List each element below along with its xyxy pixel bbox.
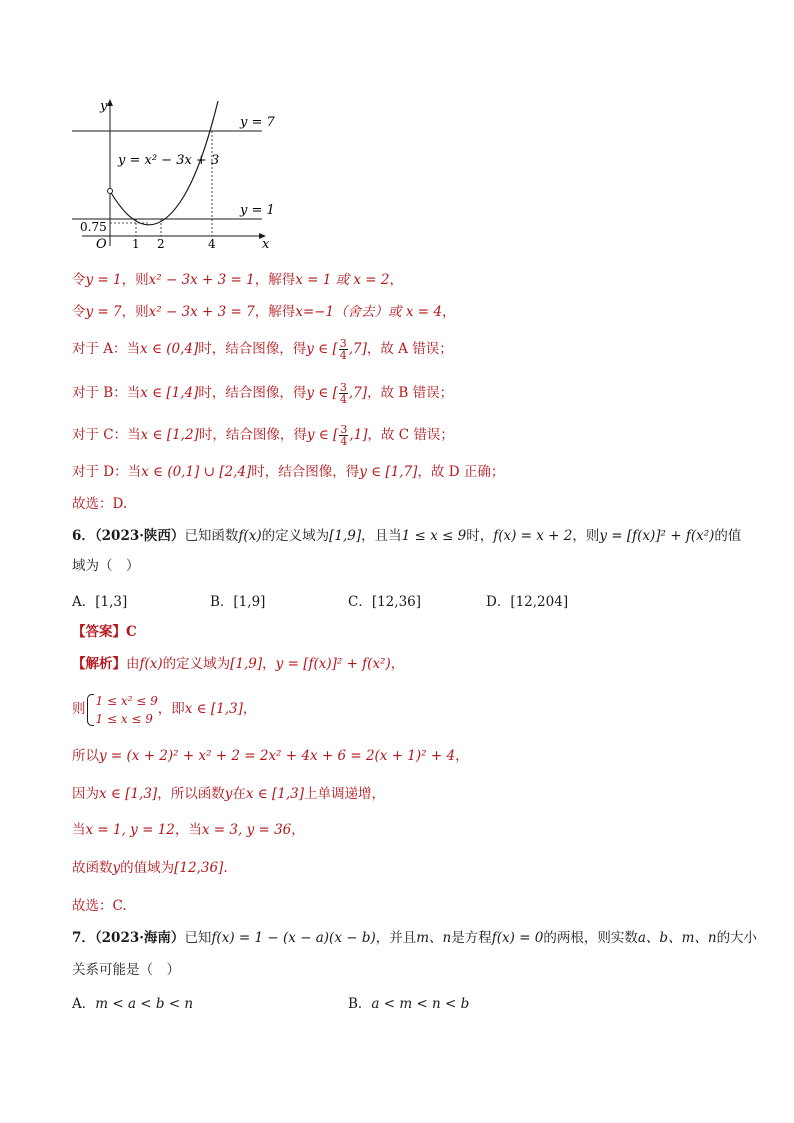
text: 故选：D. [72, 496, 128, 512]
text: 对于 A：当 [72, 341, 141, 357]
q6-option-b[interactable] [210, 590, 265, 610]
numerator: 3 [339, 381, 347, 394]
q6-option-d[interactable] [486, 590, 568, 610]
text: ，解得 [254, 304, 296, 320]
q6-analysis-5 [72, 820, 305, 840]
fraction [339, 382, 348, 405]
q6-final [72, 896, 127, 916]
line-top-label: y = 7 [240, 115, 275, 130]
text: 对于 C：当 [72, 427, 141, 443]
text: 则 [72, 701, 86, 717]
text: 因为 [72, 786, 99, 802]
q7-option-a[interactable] [72, 992, 193, 1012]
math: y ∈ [ [306, 427, 339, 443]
text: 的定义域为 [261, 528, 330, 544]
text: . [223, 860, 228, 876]
text: 令 [72, 304, 86, 320]
math: x ∈ [1,3] [184, 701, 243, 717]
math: x ∈ [1,3] [245, 786, 305, 802]
question-7-stem-2 [72, 960, 180, 980]
math: [1,9] [329, 528, 362, 544]
text: ，故 C 错误； [367, 427, 454, 443]
q6-analysis-3 [72, 746, 469, 766]
system-row: 1 ≤ x² ≤ 9 [95, 693, 158, 708]
question-number: 6． [72, 528, 95, 544]
q6-answer [72, 622, 137, 642]
x-tick-1: 1 [132, 237, 140, 251]
option-text: B．[1,9] [210, 594, 266, 610]
option-text: D．[12,204] [486, 594, 569, 610]
analysis-label: 【解析】 [72, 656, 126, 672]
option-b-analysis [72, 382, 453, 405]
denominator: 4 [340, 435, 348, 448]
option-text: a < m < n < b [371, 996, 470, 1012]
q6-analysis-4 [72, 784, 385, 804]
denominator: 4 [339, 393, 347, 406]
q6-analysis-1 [72, 654, 404, 674]
math: m、n [416, 930, 452, 946]
text: 故选：C. [72, 898, 127, 914]
text: 时，结合图像，得 [198, 427, 307, 443]
text: 已知 [184, 930, 212, 946]
text: 时，结合图像，得 [198, 385, 307, 401]
math: x = 1, y = 12 [85, 822, 175, 838]
text: ， [455, 748, 469, 764]
text: 的大小 [716, 930, 758, 946]
text: ， [390, 656, 405, 672]
y-tick-label: 0.75 [80, 220, 107, 234]
option-text: C．[12,36] [348, 594, 422, 610]
question-source: （2023·陕西） [94, 528, 185, 544]
text: ，当 [174, 822, 202, 838]
text: 【答案】C [72, 624, 137, 640]
math: y ∈ [ [306, 385, 338, 401]
text: 的值 [714, 528, 742, 544]
math: y [112, 860, 121, 876]
text: ，并且 [375, 930, 417, 946]
question-number: 7． [72, 930, 95, 946]
x-tick-4: 4 [208, 237, 216, 251]
y-axis-arrow [107, 99, 113, 106]
text: ， [389, 272, 403, 288]
text: 对于 D：当 [72, 464, 142, 480]
text: 在 [232, 786, 246, 802]
x-axis-label: x [262, 237, 270, 252]
text: ， [242, 701, 257, 717]
x-tick-2: 2 [157, 237, 165, 251]
fraction [339, 338, 348, 361]
open-point [108, 189, 113, 194]
option-text: A．[1,3] [72, 594, 128, 610]
math: [12,36] [174, 860, 224, 876]
math: x=−1（舍去）或 x = 4 [295, 304, 442, 320]
text: 关系可能是（ ） [72, 962, 180, 978]
line-bottom-label: y = 1 [240, 203, 275, 218]
math: f(x) = x + 2 [493, 528, 573, 544]
text: 的定义域为 [162, 656, 231, 672]
text: 令 [72, 272, 86, 288]
fraction [339, 424, 348, 447]
question-source: （2023·海南） [94, 930, 185, 946]
answer-line-5 [72, 494, 127, 514]
inequality-system [86, 692, 158, 728]
text: 故函数 [72, 860, 113, 876]
text: 的值域为 [120, 860, 175, 876]
text: ， [262, 656, 276, 672]
text: ，所以函数 [157, 786, 225, 802]
text: 时，结合图像，得 [251, 464, 360, 480]
text: 域为（ ） [72, 558, 140, 574]
q6-option-a[interactable] [72, 590, 127, 610]
text: 的两根，则实数 [543, 930, 638, 946]
text: ， [441, 304, 456, 320]
math: x ∈ [1,2] [140, 427, 199, 443]
math: x² − 3x + 3 = 7 [148, 304, 255, 320]
text: ， [291, 822, 305, 838]
text: 时， [466, 528, 494, 544]
solution-line-1 [72, 270, 403, 290]
option-label: B． [348, 996, 372, 1012]
math: ,7] [348, 341, 367, 357]
math: x ∈ [1,3] [99, 786, 158, 802]
text: ，故 D 正确； [417, 464, 505, 480]
math: f(x) = 1 − (x − a)(x − b) [211, 930, 376, 946]
math: x = 3, y = 36 [201, 822, 292, 838]
math: x² − 3x + 3 = 1 [148, 272, 255, 288]
text: 是方程 [451, 930, 492, 946]
question-6-stem-1 [72, 526, 741, 546]
text: 上单调递增， [304, 786, 386, 802]
text: ，故 A 错误； [366, 341, 453, 357]
q7-option-b[interactable] [348, 992, 469, 1012]
text: ，故 B 错误； [367, 385, 454, 401]
text: ，则 [121, 304, 149, 320]
option-d-analysis [72, 462, 504, 482]
solution-line-2 [72, 302, 455, 322]
option-c-analysis [72, 424, 454, 447]
text: ，则 [572, 528, 600, 544]
curve-label: y = x² − 3x + 3 [118, 153, 220, 168]
math: y = [f(x)]² + f(x²) [599, 528, 715, 544]
math: f(x) [238, 528, 262, 544]
option-label: A． [72, 996, 96, 1012]
text: 时，结合图像，得 [198, 341, 307, 357]
math: y = 1 [85, 272, 122, 288]
numerator: 3 [339, 337, 347, 350]
math: y [224, 786, 233, 802]
option-text: m < a < b < n [95, 996, 194, 1012]
math: x ∈ [1,4] [140, 385, 199, 401]
function-graph [72, 96, 282, 254]
math: y ∈ [1,7] [359, 464, 418, 480]
text: 由 [126, 656, 140, 672]
question-7-stem-1 [72, 928, 757, 948]
text: 已知函数 [184, 528, 239, 544]
denominator: 4 [339, 349, 347, 362]
numerator: 3 [340, 423, 348, 436]
text: ，且当 [361, 528, 402, 544]
math: f(x) = 0 [491, 930, 544, 946]
system-row: 1 ≤ x ≤ 9 [95, 711, 153, 726]
math: a、b、m、n [637, 930, 717, 946]
q6-analysis-2 [72, 690, 256, 728]
math: y = (x + 2)² + x² + 2 = 2x² + 4x + 6 = 2(x + 1)² + 4 [99, 748, 456, 764]
math: y = 7 [85, 304, 122, 320]
math: x ∈ (0,4] [140, 341, 199, 357]
text: ，则 [121, 272, 149, 288]
text: ，即 [157, 701, 185, 717]
math: x ∈ (0,1] ∪ [2,4] [141, 464, 252, 480]
text: 当 [72, 822, 86, 838]
math: f(x) [139, 656, 163, 672]
q6-analysis-6 [72, 858, 228, 878]
math: y = [f(x)]² + f(x²) [275, 656, 391, 672]
math: [1,9] [230, 656, 263, 672]
q6-option-c[interactable] [348, 590, 421, 610]
text: 所以 [72, 748, 99, 764]
option-a-analysis [72, 338, 453, 361]
math: ,7] [348, 385, 368, 401]
text: ，解得 [254, 272, 296, 288]
math: x = 1 或 x = 2 [295, 272, 390, 288]
question-6-stem-2 [72, 556, 140, 576]
math: 1 ≤ x ≤ 9 [401, 528, 467, 544]
math: y ∈ [ [306, 341, 338, 357]
y-axis-label: y [100, 99, 108, 114]
math: ,1] [349, 427, 368, 443]
origin-label: O [96, 237, 107, 252]
text: 对于 B：当 [72, 385, 141, 401]
